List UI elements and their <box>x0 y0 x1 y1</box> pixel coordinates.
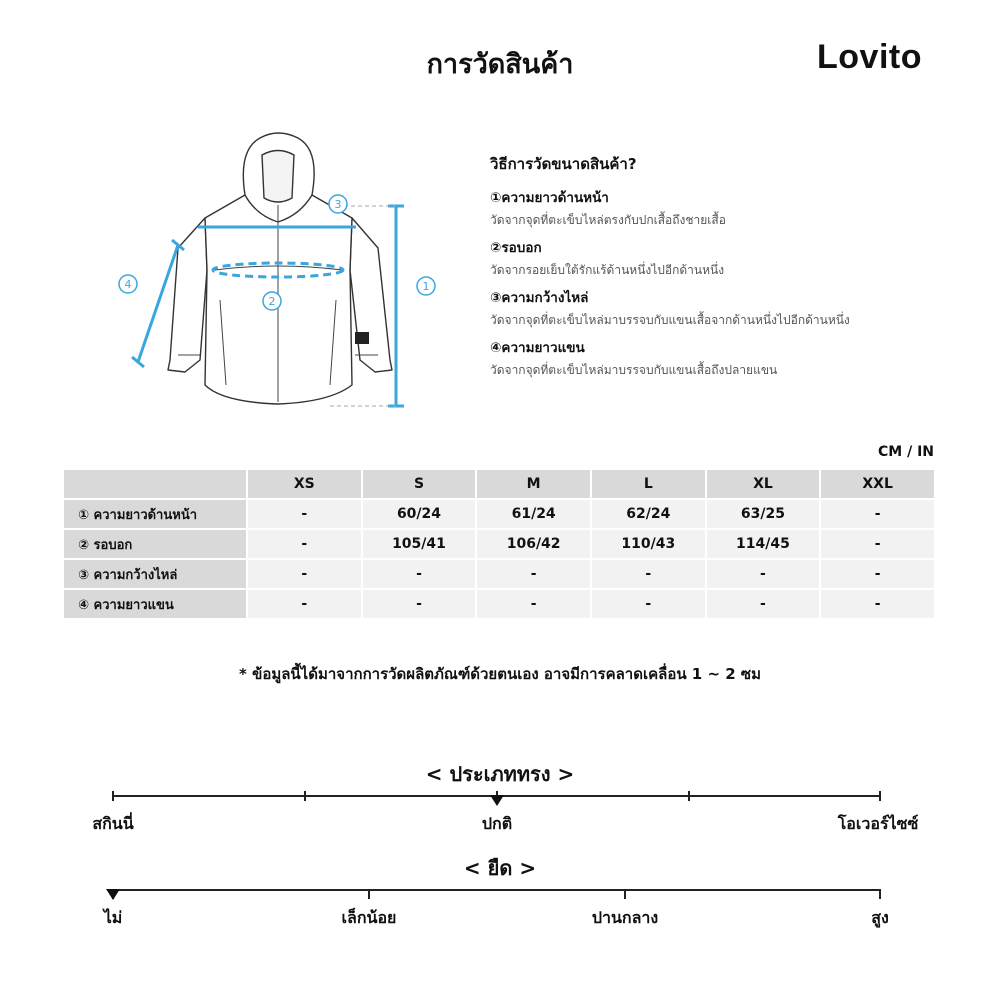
table-row <box>64 590 934 618</box>
stretch-label: สูง <box>871 908 889 927</box>
table-cell: - <box>477 590 590 618</box>
table-cell: - <box>477 560 590 588</box>
howto-item-title: ③ความกว้างไหล่ <box>490 290 589 306</box>
howto-item-desc: วัดจากจุดที่ตะเข็บไหล่มาบรรจบกับแขนเสื้อจากด้านหนึ่งไปอีกด้านหนึ่ง <box>490 313 850 327</box>
size-header: L <box>592 470 705 498</box>
size-header: M <box>477 470 590 498</box>
table-cell: 114/45 <box>707 530 820 558</box>
table-cell: - <box>821 530 934 558</box>
row-label: ② รอบอก <box>64 530 246 558</box>
stretch-selected-marker-icon <box>106 889 120 900</box>
table-row <box>64 560 934 588</box>
fit-tick <box>688 791 690 801</box>
table-cell: - <box>707 590 820 618</box>
size-header: XXL <box>821 470 934 498</box>
fit-label: สกินนี่ <box>92 814 134 833</box>
table-cell: - <box>248 500 361 528</box>
size-header-row <box>64 470 934 498</box>
stretch-label: เล็กน้อย <box>341 908 397 927</box>
fit-scale-title: < ประเภททรง > <box>425 762 575 786</box>
size-header: XL <box>707 470 820 498</box>
stretch-tick <box>368 889 370 899</box>
table-cell: - <box>592 560 705 588</box>
stretch-tick <box>879 889 881 899</box>
howto-item-desc: วัดจากรอยเย็บใต้รักแร้ด้านหนึ่งไปอีกด้านหนึ่ง <box>490 263 725 277</box>
unit-label: CM / IN <box>878 444 934 460</box>
size-header: S <box>363 470 476 498</box>
howto-item-title: ④ความยาวแขน <box>490 340 585 356</box>
brand-logo: Lovito <box>817 38 922 76</box>
size-table <box>62 468 936 620</box>
stretch-scale-line <box>113 889 881 891</box>
size-header: XS <box>248 470 361 498</box>
table-cell: 110/43 <box>592 530 705 558</box>
stretch-label: ไม่ <box>103 908 123 927</box>
svg-text:4: 4 <box>124 278 132 291</box>
table-cell: - <box>363 560 476 588</box>
table-cell: 106/42 <box>477 530 590 558</box>
table-cell: - <box>707 560 820 588</box>
howto-item-title: ②รอบอก <box>490 240 542 256</box>
table-cell: 62/24 <box>592 500 705 528</box>
table-row <box>64 530 934 558</box>
fit-tick <box>112 791 114 801</box>
fit-label: ปกติ <box>481 814 513 833</box>
stretch-tick <box>624 889 626 899</box>
table-cell: - <box>248 530 361 558</box>
corner-cell <box>64 470 246 498</box>
measurement-note: * ข้อมูลนี้ได้มาจากการวัดผลิตภัณฑ์ด้วยตนเอง อาจมีการคลาดเคลื่อน 1 ~ 2 ซม <box>239 665 761 683</box>
table-cell: 61/24 <box>477 500 590 528</box>
table-cell: 63/25 <box>707 500 820 528</box>
page-title: การวัดสินค้า <box>426 49 574 80</box>
svg-text:2: 2 <box>268 295 276 308</box>
stretch-label: ปานกลาง <box>591 908 659 927</box>
table-cell: - <box>248 590 361 618</box>
table-cell: 105/41 <box>363 530 476 558</box>
svg-text:1: 1 <box>422 280 430 293</box>
howto-item <box>490 186 950 230</box>
stretch-scale-title: < ยืด > <box>463 856 537 880</box>
howto-item-title: ①ความยาวด้านหน้า <box>490 190 609 206</box>
howto-item-desc: วัดจากจุดที่ตะเข็บไหล่มาบรรจบกับแขนเสื้อถึงปลายแขน <box>490 363 778 377</box>
table-cell: - <box>248 560 361 588</box>
table-cell: - <box>592 590 705 618</box>
howto-heading: วิธีการวัดขนาดสินค้า? <box>490 155 637 173</box>
fit-tick <box>304 791 306 801</box>
table-cell: - <box>821 500 934 528</box>
table-cell: - <box>363 590 476 618</box>
table-cell: 60/24 <box>363 500 476 528</box>
howto-item <box>490 286 950 330</box>
fit-selected-marker-icon <box>490 795 504 806</box>
jacket-measurement-diagram <box>100 130 460 420</box>
table-cell: - <box>821 590 934 618</box>
row-label: ③ ความกว้างไหล่ <box>64 560 246 588</box>
table-cell: - <box>821 560 934 588</box>
row-label: ④ ความยาวแขน <box>64 590 246 618</box>
howto-item <box>490 236 950 280</box>
fit-tick <box>879 791 881 801</box>
table-row <box>64 500 934 528</box>
svg-text:3: 3 <box>334 198 342 211</box>
how-to-measure <box>490 152 950 382</box>
howto-item-desc: วัดจากจุดที่ตะเข็บไหล่ตรงกับปกเสื้อถึงชายเสื้อ <box>490 213 726 227</box>
right-sleeve <box>350 218 392 372</box>
howto-item <box>490 336 950 380</box>
row-label: ① ความยาวด้านหน้า <box>64 500 246 528</box>
fit-label: โอเวอร์ไซซ์ <box>837 814 919 833</box>
